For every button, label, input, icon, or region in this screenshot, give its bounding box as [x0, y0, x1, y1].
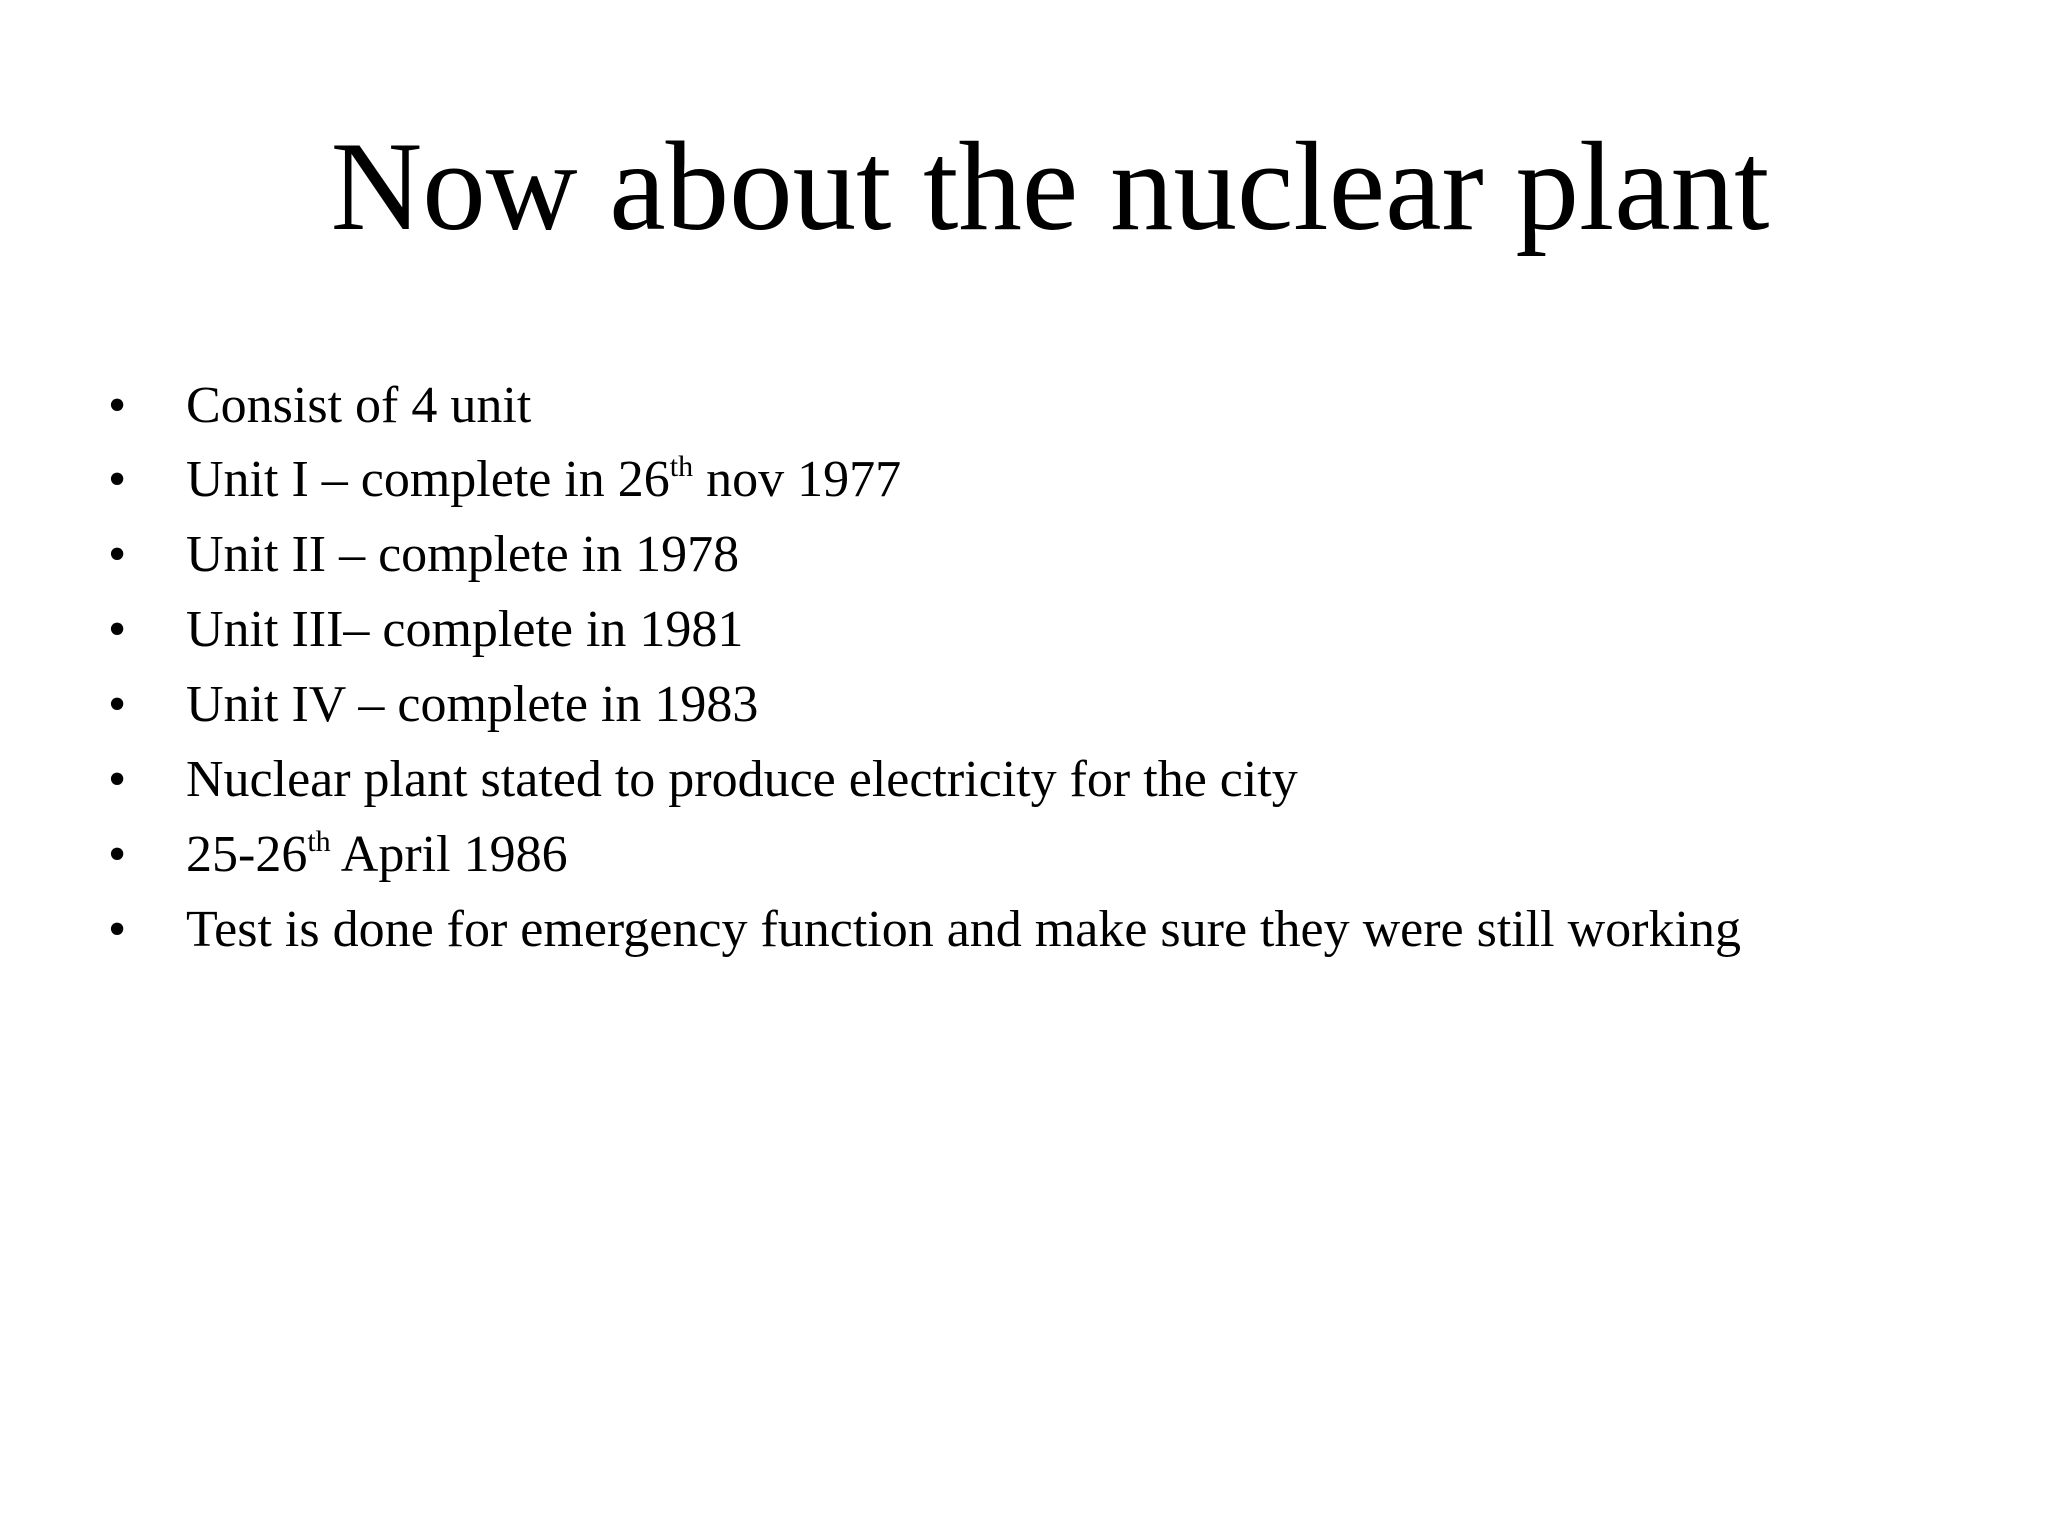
- bullet-icon: •: [108, 751, 127, 808]
- bullet-text-part: nov 1977: [693, 451, 902, 508]
- bullet-text: [186, 820, 568, 890]
- bullet-icon: •: [108, 676, 127, 733]
- bullet-item: [0, 520, 2048, 590]
- bullet-superscript: th: [669, 450, 694, 483]
- bullet-item: [0, 445, 2048, 515]
- bullet-icon: •: [108, 826, 127, 883]
- bullet-text-part: Unit I – complete in 26: [186, 451, 670, 508]
- slide-title: Now about the nuclear plant: [330, 117, 1770, 257]
- bullet-text: [186, 445, 901, 515]
- bullet-icon: •: [108, 901, 127, 958]
- bullet-icon: •: [108, 526, 127, 583]
- bullet-text: Unit IV – complete in 1983: [186, 676, 759, 733]
- bullet-item: [0, 595, 2048, 665]
- bullet-item: [0, 820, 2048, 890]
- bullet-text-part: April 1986: [330, 826, 568, 883]
- bullet-superscript: th: [307, 825, 331, 858]
- bullet-icon: •: [108, 377, 127, 434]
- bullet-text: Test is done for emergency function and make sure they were still working: [186, 901, 1741, 958]
- bullet-item: [0, 745, 2048, 815]
- bullet-text-part: 25-26: [186, 826, 308, 883]
- bullet-item: [0, 670, 2048, 740]
- bullet-item: [0, 371, 2048, 441]
- bullet-text: Consist of 4 unit: [186, 377, 532, 434]
- bullet-text: Unit II – complete in 1978: [186, 526, 740, 583]
- bullet-text: Nuclear plant stated to produce electricity for the city: [186, 751, 1298, 808]
- bullet-item: [0, 895, 2048, 965]
- bullet-icon: •: [108, 451, 127, 508]
- bullet-icon: •: [108, 601, 127, 658]
- bullet-text: Unit III– complete in 1981: [186, 601, 744, 658]
